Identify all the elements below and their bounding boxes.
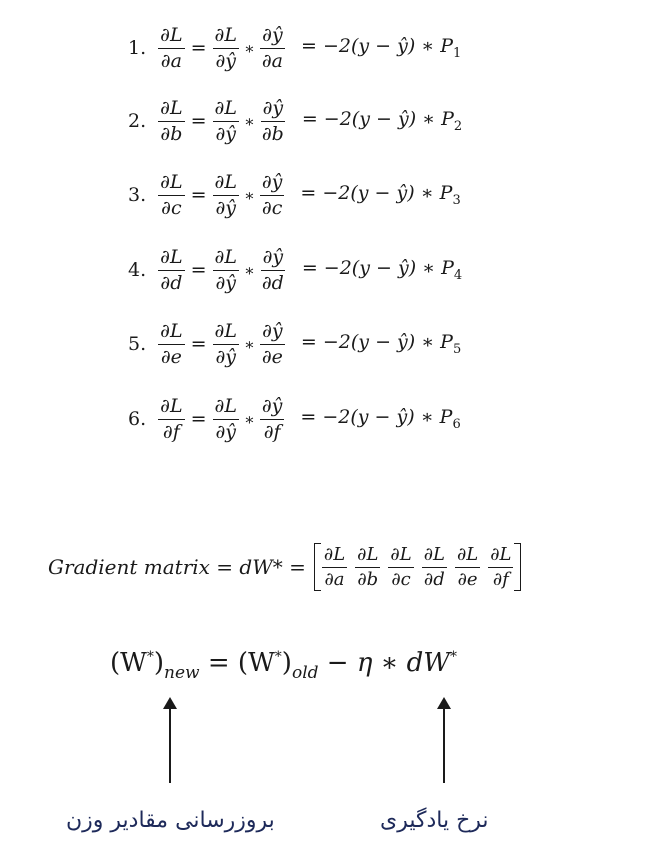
denominator: ∂f — [263, 420, 281, 443]
rhs-text: = −2(y − ŷ) ∗ P — [301, 257, 454, 280]
denominator: ∂b — [357, 568, 379, 590]
param-letter: a — [170, 49, 182, 72]
arrow-up-icon-right — [443, 707, 445, 783]
denominator: ∂d — [160, 271, 183, 294]
rhs-text: = −2(y − ŷ) ∗ P — [300, 331, 453, 354]
multiply-sign: ∗ — [243, 111, 255, 131]
numerator: ∂L — [213, 321, 239, 345]
equation-number: 4. — [128, 259, 147, 281]
param-letter: b — [170, 122, 183, 145]
multiply-sign: ∗ — [243, 409, 255, 429]
equals-sign: = — [190, 333, 207, 355]
fraction-dL-dyhat — [213, 247, 239, 294]
param-letter: e — [271, 345, 283, 368]
numerator: ∂L — [158, 247, 184, 271]
w-old-open: (W — [237, 648, 275, 678]
equation-number: 2. — [128, 110, 147, 132]
equation-row — [128, 89, 462, 153]
fraction-dL-dparam — [158, 247, 184, 294]
rhs-text: = −2(y − ŷ) ∗ P — [301, 108, 454, 131]
fraction-dL-dyhat — [213, 98, 239, 145]
denominator: ∂c — [261, 196, 283, 219]
equation-rhs — [302, 257, 462, 283]
numerator: ∂L — [213, 98, 239, 122]
fraction-dL-dparam — [158, 396, 184, 443]
rhs-text: = −2(y − ŷ) ∗ P — [300, 182, 453, 205]
multiply-sign: ∗ — [243, 260, 255, 280]
equation-row — [128, 238, 462, 302]
numerator: ∂L — [158, 98, 184, 122]
denominator: ∂e — [160, 345, 182, 368]
numerator: ∂ŷ — [260, 25, 285, 49]
numerator: ∂L — [213, 25, 239, 49]
fraction-dL-dparam — [158, 321, 184, 368]
equation-rhs — [301, 331, 461, 357]
w-old-close: ) — [281, 648, 292, 678]
equation-row — [128, 387, 461, 451]
fraction-dL-dyhat — [213, 396, 239, 443]
denominator: ∂e — [261, 345, 283, 368]
gradient-entry — [388, 545, 413, 590]
param-letter: b — [271, 122, 284, 145]
equation-rhs — [300, 406, 460, 432]
gradient-matrix-equation — [48, 535, 521, 599]
fraction-dyhat-dparam — [260, 321, 285, 368]
param-letter: f — [172, 420, 180, 443]
numerator: ∂L — [488, 545, 513, 568]
numerator: ∂L — [213, 247, 239, 271]
denominator: ∂b — [160, 122, 183, 145]
equation-number: 3. — [128, 184, 147, 206]
gradient-entry — [422, 545, 447, 590]
denominator: ∂ŷ — [215, 49, 237, 72]
equals-sign: = — [190, 184, 207, 206]
w-new-open: (W — [110, 648, 147, 678]
numerator: ∂L — [355, 545, 380, 568]
gradient-matrix-bracket — [314, 543, 522, 592]
denominator: ∂ŷ — [215, 122, 237, 145]
equation-number: 5. — [128, 333, 147, 355]
fraction-dL-dyhat — [213, 172, 239, 219]
denominator: ∂ŷ — [215, 271, 237, 294]
numerator: ∂ŷ — [261, 98, 286, 122]
w-new-star: * — [146, 649, 154, 665]
numerator: ∂L — [213, 396, 239, 420]
numerator: ∂ŷ — [260, 396, 285, 420]
p-subscript: 5 — [452, 341, 462, 357]
param-letter: f — [273, 420, 281, 443]
param-letter: e — [170, 345, 182, 368]
w-new-subscript: new — [164, 663, 200, 683]
numerator: ∂L — [322, 545, 347, 568]
fraction-dyhat-dparam — [260, 172, 285, 219]
param-letter: c — [170, 196, 182, 219]
equation-rhs — [300, 182, 460, 208]
denominator: ∂c — [391, 568, 411, 590]
dw-star: * — [449, 649, 457, 665]
fraction-dyhat-dparam — [260, 396, 285, 443]
equals-sign: = — [190, 408, 207, 430]
gradient-entry — [355, 545, 380, 590]
p-subscript: 2 — [453, 118, 463, 134]
denominator: ∂d — [261, 271, 284, 294]
fraction-dL-dyhat — [213, 321, 239, 368]
denominator: ∂f — [492, 568, 509, 590]
fraction-dyhat-dparam — [260, 98, 286, 145]
multiply-sign: ∗ — [243, 334, 255, 354]
denominator: ∂b — [261, 122, 284, 145]
fraction-dL-dparam — [158, 172, 184, 219]
denominator: ∂f — [162, 420, 180, 443]
equation-rhs — [301, 35, 461, 61]
rhs-text: = −2(y − ŷ) ∗ P — [300, 406, 453, 429]
fraction-dyhat-dparam — [260, 247, 286, 294]
gradient-entry — [322, 545, 347, 590]
p-subscript: 6 — [452, 416, 461, 432]
equation-number: 6. — [128, 408, 147, 430]
p-subscript: 3 — [452, 192, 461, 208]
equals-sign: = — [190, 37, 207, 59]
numerator: ∂L — [158, 396, 184, 420]
numerator: ∂L — [158, 172, 184, 196]
fraction-dL-dparam — [158, 98, 184, 145]
denominator: ∂d — [423, 568, 445, 590]
equation-row — [128, 16, 461, 80]
numerator: ∂L — [213, 172, 239, 196]
numerator: ∂L — [455, 545, 480, 568]
numerator: ∂ŷ — [260, 172, 285, 196]
weight-update-equation — [110, 648, 457, 683]
p-subscript: 4 — [453, 267, 463, 283]
fraction-dL-dparam — [158, 25, 184, 72]
numerator: ∂L — [388, 545, 413, 568]
equals-sign: = — [190, 259, 207, 281]
numerator: ∂ŷ — [260, 321, 285, 345]
param-letter: d — [170, 271, 183, 294]
rhs-text: = −2(y − ŷ) ∗ P — [301, 35, 454, 58]
numerator: ∂L — [158, 321, 184, 345]
equals-sign: = — [190, 110, 207, 132]
denominator: ∂a — [160, 49, 182, 72]
equation-row — [128, 163, 461, 227]
numerator: ∂L — [422, 545, 447, 568]
denominator: ∂ŷ — [215, 196, 237, 219]
numerator: ∂ŷ — [261, 247, 286, 271]
param-letter: c — [271, 196, 283, 219]
w-old-subscript: old — [291, 663, 319, 683]
multiply-sign: ∗ — [243, 185, 255, 205]
denominator: ∂c — [161, 196, 182, 219]
arrow-up-icon-left — [169, 707, 171, 783]
multiply-sign: ∗ — [243, 38, 255, 58]
label-learning-rate: نرخ یادگیری — [380, 808, 489, 833]
gradient-entry — [488, 545, 513, 590]
p-subscript: 1 — [453, 45, 462, 61]
denominator: ∂a — [261, 49, 283, 72]
denominator: ∂ŷ — [215, 420, 237, 443]
param-letter: a — [271, 49, 283, 72]
denominator: ∂ŷ — [215, 345, 237, 368]
equation-number: 1. — [128, 37, 147, 59]
gradient-matrix-label: Gradient matrix = dW* = — [48, 555, 306, 579]
fraction-dL-dyhat — [213, 25, 239, 72]
fraction-dyhat-dparam — [260, 25, 285, 72]
param-letter: d — [271, 271, 284, 294]
equation-row — [128, 312, 461, 376]
denominator: ∂e — [457, 568, 478, 590]
w-old-star: * — [274, 649, 282, 665]
numerator: ∂L — [158, 25, 184, 49]
update-rest: − η ∗ dW — [318, 648, 450, 678]
label-update-weights: بروزرسانی مقادیر وزن — [66, 808, 275, 833]
gradient-entry — [455, 545, 480, 590]
update-equals: = — [199, 648, 238, 678]
denominator: ∂a — [324, 568, 345, 590]
equation-rhs — [302, 108, 462, 134]
w-new-close: ) — [153, 648, 165, 678]
